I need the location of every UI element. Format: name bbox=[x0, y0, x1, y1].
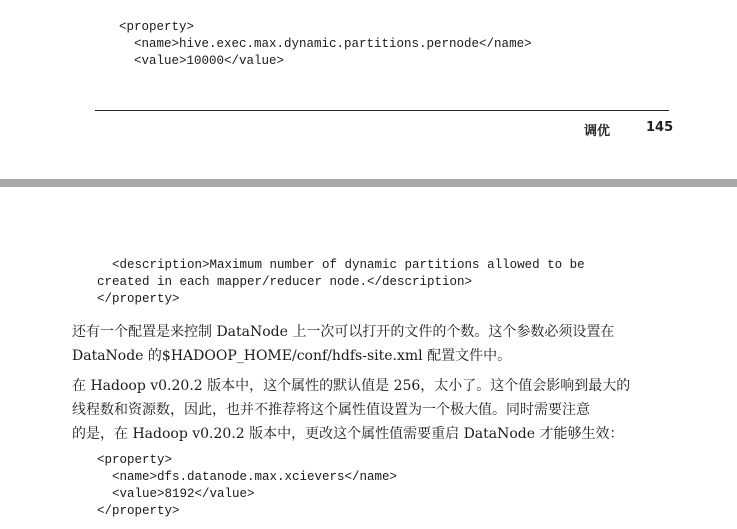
code-line: <property> bbox=[97, 453, 173, 467]
footer-page-number: 145 bbox=[646, 120, 674, 135]
paragraph-line: 线程数和资源数，因此，也并不推荐将这个属性值设置为一个极大值。同时需要注意 bbox=[72, 402, 590, 418]
paragraph-line: 的是，在 Hadoop v0.20.2 版本中，更改这个属性值需要重启 DataNode 才能够生效： bbox=[72, 426, 624, 442]
footer-chapter-title: 调优 bbox=[584, 124, 611, 139]
code-block-description bbox=[97, 257, 585, 308]
code-line: </property> bbox=[97, 292, 180, 306]
code-line: <property> bbox=[119, 20, 195, 34]
code-line: <name>hive.exec.max.dynamic.partitions.pernode</name> bbox=[119, 37, 532, 51]
paragraph-line: 还有一个配置是来控制 DataNode 上一次可以打开的文件的个数。这个参数必须设置在 bbox=[72, 324, 615, 340]
paragraph-datanode-config bbox=[72, 320, 682, 368]
code-line: <name>dfs.datanode.max.xcievers</name> bbox=[97, 470, 398, 484]
paragraph-line: 在 Hadoop v0.20.2 版本中，这个属性的默认值是 256，太小了。这个值会影响到最大的 bbox=[72, 378, 631, 394]
code-line: </property> bbox=[97, 504, 180, 518]
page-separator bbox=[0, 179, 737, 187]
code-line: <description>Maximum number of dynamic partitions allowed to be bbox=[97, 258, 585, 272]
footer-rule bbox=[95, 110, 669, 111]
paragraph-line: DataNode 的$HADOOP_HOME/conf/hdfs-site.xml 配置文件中。 bbox=[72, 348, 512, 364]
code-line: <value>10000</value> bbox=[119, 54, 285, 68]
code-block-top bbox=[119, 19, 532, 70]
paragraph-hadoop-default bbox=[72, 374, 682, 446]
code-line: created in each mapper/reducer node.</description> bbox=[97, 275, 473, 289]
code-line: <value>8192</value> bbox=[97, 487, 255, 501]
code-block-xcievers bbox=[97, 452, 397, 520]
